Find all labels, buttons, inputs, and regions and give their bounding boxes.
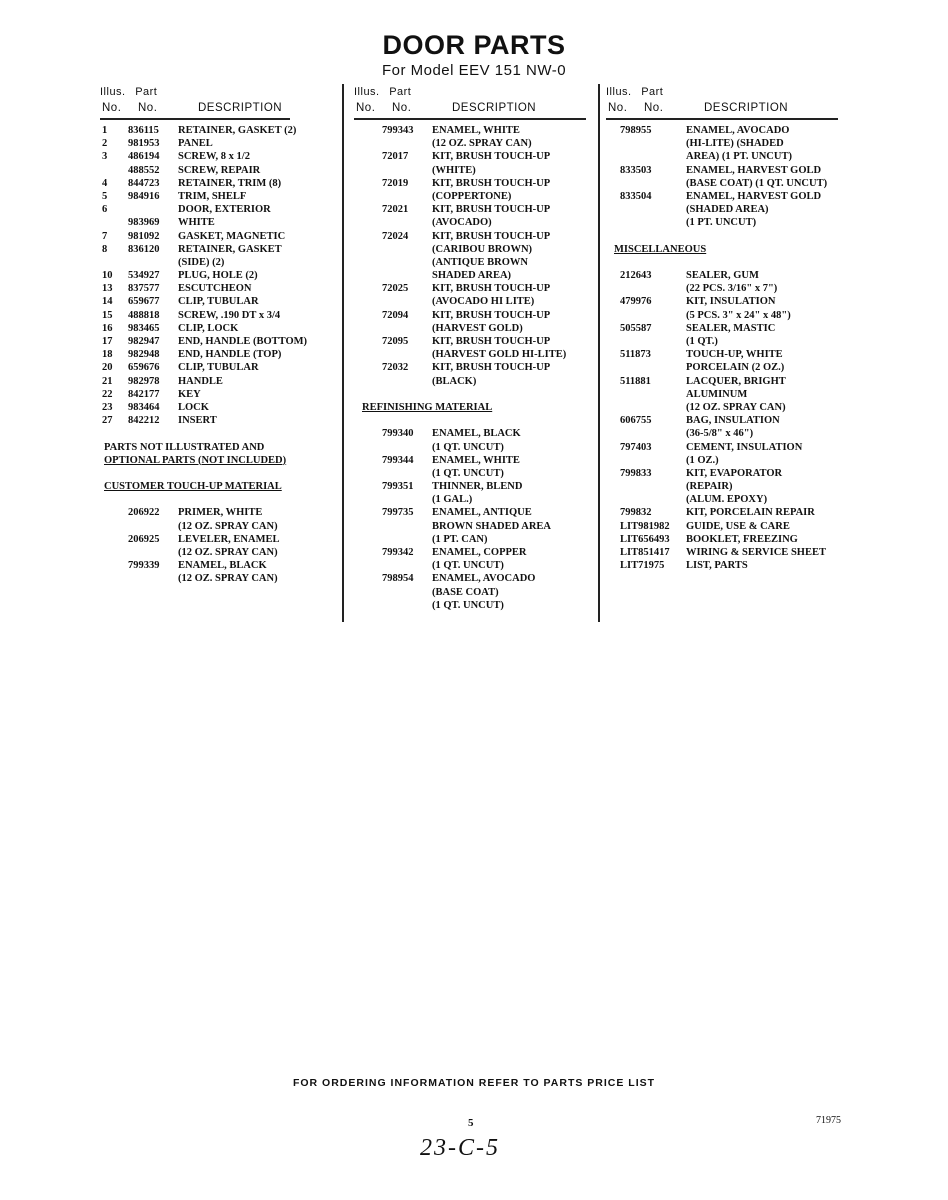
illus-number: 8 [102,243,108,255]
part-number: 206922 [128,507,160,519]
illus-number: 7 [102,230,108,242]
part-number: 842212 [128,415,160,427]
part-description: (WHITE) [432,164,476,176]
part-description: KIT, BRUSH TOUCH-UP [432,230,551,242]
part-number: 488552 [128,164,160,176]
part-description: KIT, INSULATION [686,296,776,308]
part-number: 72021 [382,204,409,216]
illus-number: 23 [102,401,113,413]
part-number: 659676 [128,362,160,374]
part-description: (36-5/8" x 46") [686,428,754,440]
part-number: 72024 [382,230,409,242]
part-description: (CARIBOU BROWN) [432,243,533,255]
part-number: 799351 [382,481,414,493]
part-number: 842177 [128,388,160,400]
part-description: ALUMINUM [686,388,748,400]
part-number: 798954 [382,573,414,585]
part-label: Part [389,86,412,98]
part-description: ENAMEL, WHITE [432,125,520,136]
part-description: KIT, BRUSH TOUCH-UP [432,151,551,163]
part-description: SEALER, GUM [686,270,759,282]
part-description: (12 OZ. SPRAY CAN) [432,138,532,150]
part-number: 799735 [382,507,414,519]
part-description: ENAMEL, COPPER [432,547,527,558]
part-number: 72019 [382,177,409,189]
part-description: (1 QT. UNCUT) [432,467,504,479]
part-description: KIT, BRUSH TOUCH-UP [432,204,551,216]
part-description: KIT, BRUSH TOUCH-UP [432,309,551,321]
part-number: 511873 [620,349,651,361]
description-label: DESCRIPTION [198,102,283,114]
part-description: CLIP, TUBULAR [178,296,259,308]
illus-no-label: No. [356,102,376,114]
part-description: (AVOCADO) [432,217,492,229]
part-number: 479976 [620,296,652,308]
illus-number: 14 [102,296,113,308]
part-description: (1 QT.) [686,336,718,347]
part-number: 981953 [128,138,160,150]
part-description: (HI-LITE) (SHADED [686,138,784,150]
part-description: BOOKLET, FREEZING [686,533,798,545]
part-description: CLIP, TUBULAR [178,362,259,374]
illus-no-label: No. [608,102,628,114]
part-number: 799833 [620,467,652,479]
part-no-label: No. [138,102,158,114]
part-label: Part [135,86,158,98]
part-number: 836120 [128,243,160,255]
part-description: (1 QT. UNCUT) [432,441,504,453]
part-description: PARTS NOT ILLUSTRATED AND [104,441,265,453]
part-description: KIT, PORCELAIN REPAIR [686,507,815,519]
part-description: KIT, BRUSH TOUCH-UP [432,283,551,295]
part-description: (12 OZ. SPRAY CAN) [178,573,278,585]
part-number: 799342 [382,547,414,558]
part-description: ESCUTCHEON [178,283,252,295]
ordering-note: FOR ORDERING INFORMATION REFER TO PARTS PRICE LIST [292,1077,656,1089]
document-number: 71975 [816,1115,841,1126]
part-description: RETAINER, GASKET [178,243,282,255]
column-header-top [606,86,663,98]
part-description: KIT, BRUSH TOUCH-UP [432,177,551,189]
part-number: 72095 [382,336,409,347]
part-description: LACQUER, BRIGHT [686,375,786,387]
part-number: 799344 [382,454,414,466]
part-number: 981092 [128,230,160,242]
page-subtitle: For Model EEV 151 NW-0 [381,62,567,79]
part-number: LIT981982 [620,520,670,532]
part-description: (HARVEST GOLD HI-LITE) [432,349,567,361]
illus-number: 21 [102,375,113,387]
part-description: (SHADED AREA) [686,204,769,216]
part-number: 72017 [382,151,409,163]
part-description: (AVOCADO HI LITE) [432,296,535,308]
part-description: ENAMEL, AVOCADO [686,125,790,136]
part-number: 799339 [128,560,160,572]
part-description: WIRING & SERVICE SHEET [686,547,826,558]
part-description: WHITE [178,217,215,229]
part-number: 206925 [128,533,160,545]
part-description: LOCK [178,401,209,413]
part-number: 606755 [620,415,652,427]
part-description: (HARVEST GOLD) [432,322,523,334]
part-label: Part [641,86,664,98]
illus-number: 17 [102,336,113,347]
part-description: LIST, PARTS [686,560,748,572]
description-label: DESCRIPTION [704,102,789,114]
part-number: 212643 [620,270,652,282]
part-description: (12 OZ. SPRAY CAN) [178,520,278,532]
part-number: 833504 [620,190,652,202]
part-description: BAG, INSULATION [686,415,780,427]
part-description: (REPAIR) [686,481,733,493]
illus-number: 4 [102,177,108,189]
part-number: 72025 [382,283,409,295]
part-number: 798955 [620,125,652,136]
part-description: INSERT [178,415,217,427]
part-description: (ANTIQUE BROWN [432,256,528,268]
part-description: RETAINER, GASKET (2) [178,125,297,136]
page-title: DOOR PARTS [382,30,566,60]
part-description: (12 OZ. SPRAY CAN) [686,401,786,413]
part-description: CEMENT, INSULATION [686,441,803,453]
part-number: 844723 [128,177,160,189]
illus-number: 18 [102,349,113,361]
illus-label: Illus. [100,86,126,98]
part-description: SEALER, MASTIC [686,322,776,334]
illus-number: 20 [102,362,113,374]
description-label: DESCRIPTION [452,102,537,114]
part-description: (1 QT. UNCUT) [432,599,504,611]
column-divider [598,84,600,622]
part-description: PLUG, HOLE (2) [178,270,258,282]
part-number: 983969 [128,217,160,229]
part-description: (1 GAL.) [432,494,473,506]
part-description: PORCELAIN (2 OZ.) [686,362,785,374]
part-description: AREA) (1 PT. UNCUT) [686,151,792,163]
illus-number: 16 [102,322,113,334]
part-number: 799832 [620,507,652,519]
part-description: (BASE COAT) [432,586,499,598]
part-description: ENAMEL, HARVEST GOLD [686,164,822,176]
part-description: MISCELLANEOUS [614,243,707,255]
column-header-top [100,86,157,98]
part-description: ENAMEL, BLACK [432,428,521,440]
illus-number: 13 [102,283,113,295]
illus-label: Illus. [354,86,380,98]
part-description: GUIDE, USE & CARE [686,520,790,532]
part-description: ENAMEL, HARVEST GOLD [686,190,822,202]
part-number: 837577 [128,283,160,295]
part-no-label: No. [644,102,664,114]
part-description: SCREW, .190 DT x 3/4 [178,309,281,321]
part-description: KIT, BRUSH TOUCH-UP [432,336,551,347]
part-description: HANDLE [178,375,223,387]
illus-number: 10 [102,270,113,282]
part-number: LIT71975 [620,560,665,572]
part-description: SHADED AREA) [432,270,512,282]
part-description: (1 PT. CAN) [432,533,488,545]
part-number: 488818 [128,309,160,321]
header-rule [100,118,290,120]
part-description: KEY [178,388,201,400]
part-description: (1 OZ.) [686,454,719,466]
part-description: CUSTOMER TOUCH-UP MATERIAL [104,481,282,493]
part-number: 72094 [382,309,409,321]
part-description: GASKET, MAGNETIC [178,230,286,242]
part-description: (12 OZ. SPRAY CAN) [178,547,278,558]
part-description: (22 PCS. 3/16" x 7") [686,283,778,295]
part-description: ENAMEL, AVOCADO [432,573,536,585]
part-number: 659677 [128,296,160,308]
part-description: ENAMEL, WHITE [432,454,520,466]
illus-number: 5 [102,190,108,202]
part-number: 534927 [128,270,160,282]
part-number: LIT656493 [620,533,670,545]
part-description: DOOR, EXTERIOR [178,204,271,216]
part-description: (BASE COAT) (1 QT. UNCUT) [686,177,828,189]
part-description: KIT, BRUSH TOUCH-UP [432,362,551,374]
illus-number: 2 [102,138,108,150]
part-description: ENAMEL, ANTIQUE [432,507,532,519]
illus-label: Illus. [606,86,632,98]
part-number: 982947 [128,336,160,347]
part-description: (ALUM. EPOXY) [686,494,768,506]
part-number: 983464 [128,401,160,413]
part-number: 984916 [128,190,160,202]
part-number: 505587 [620,322,652,334]
part-description: (1 PT. UNCUT) [686,217,757,229]
header-rule [606,118,838,120]
part-number: LIT851417 [620,547,670,558]
part-description: END, HANDLE (TOP) [178,349,282,361]
illus-number: 3 [102,151,108,163]
part-description: PRIMER, WHITE [178,507,263,519]
part-number: 983465 [128,322,160,334]
part-description: BROWN SHADED AREA [432,520,552,532]
part-description: PANEL [178,138,213,150]
handwritten-note: 23-C-5 [420,1135,500,1161]
column-header-top [354,86,411,98]
part-no-label: No. [392,102,412,114]
illus-number: 15 [102,309,113,321]
part-description: (5 PCS. 3" x 24" x 48") [686,309,791,321]
part-description: (COPPERTONE) [432,190,512,202]
part-description: SCREW, 8 x 1/2 [178,151,250,163]
part-number: 799343 [382,125,414,136]
part-number: 836115 [128,125,159,136]
part-number: 486194 [128,151,160,163]
part-description: (BLACK) [432,375,477,387]
part-description: OPTIONAL PARTS (NOT INCLUDED) [104,454,287,466]
page-number: 5 [468,1117,474,1129]
part-number: 72032 [382,362,409,374]
part-description: TOUCH-UP, WHITE [686,349,783,361]
illus-no-label: No. [102,102,122,114]
part-number: 799340 [382,428,414,440]
part-description: REFINISHING MATERIAL [362,401,493,413]
part-number: 797403 [620,441,652,453]
part-description: RETAINER, TRIM (8) [178,177,282,189]
part-description: (SIDE) (2) [178,256,225,268]
illus-number: 22 [102,388,113,400]
part-number: 982978 [128,375,160,387]
part-description: END, HANDLE (BOTTOM) [178,336,308,347]
part-number: 511881 [620,375,651,387]
part-description: LEVELER, ENAMEL [178,533,280,545]
illus-number: 6 [102,204,108,216]
part-number: 982948 [128,349,160,361]
header-rule [354,118,586,120]
part-description: CLIP, LOCK [178,322,239,334]
column-divider [342,84,344,622]
illus-number: 27 [102,415,113,427]
part-description: THINNER, BLEND [432,481,523,493]
illus-number: 1 [102,125,108,136]
part-description: TRIM, SHELF [178,190,247,202]
part-description: KIT, EVAPORATOR [686,467,783,479]
part-description: SCREW, REPAIR [178,164,261,176]
part-number: 833503 [620,164,652,176]
part-description: ENAMEL, BLACK [178,560,267,572]
part-description: (1 QT. UNCUT) [432,560,504,572]
